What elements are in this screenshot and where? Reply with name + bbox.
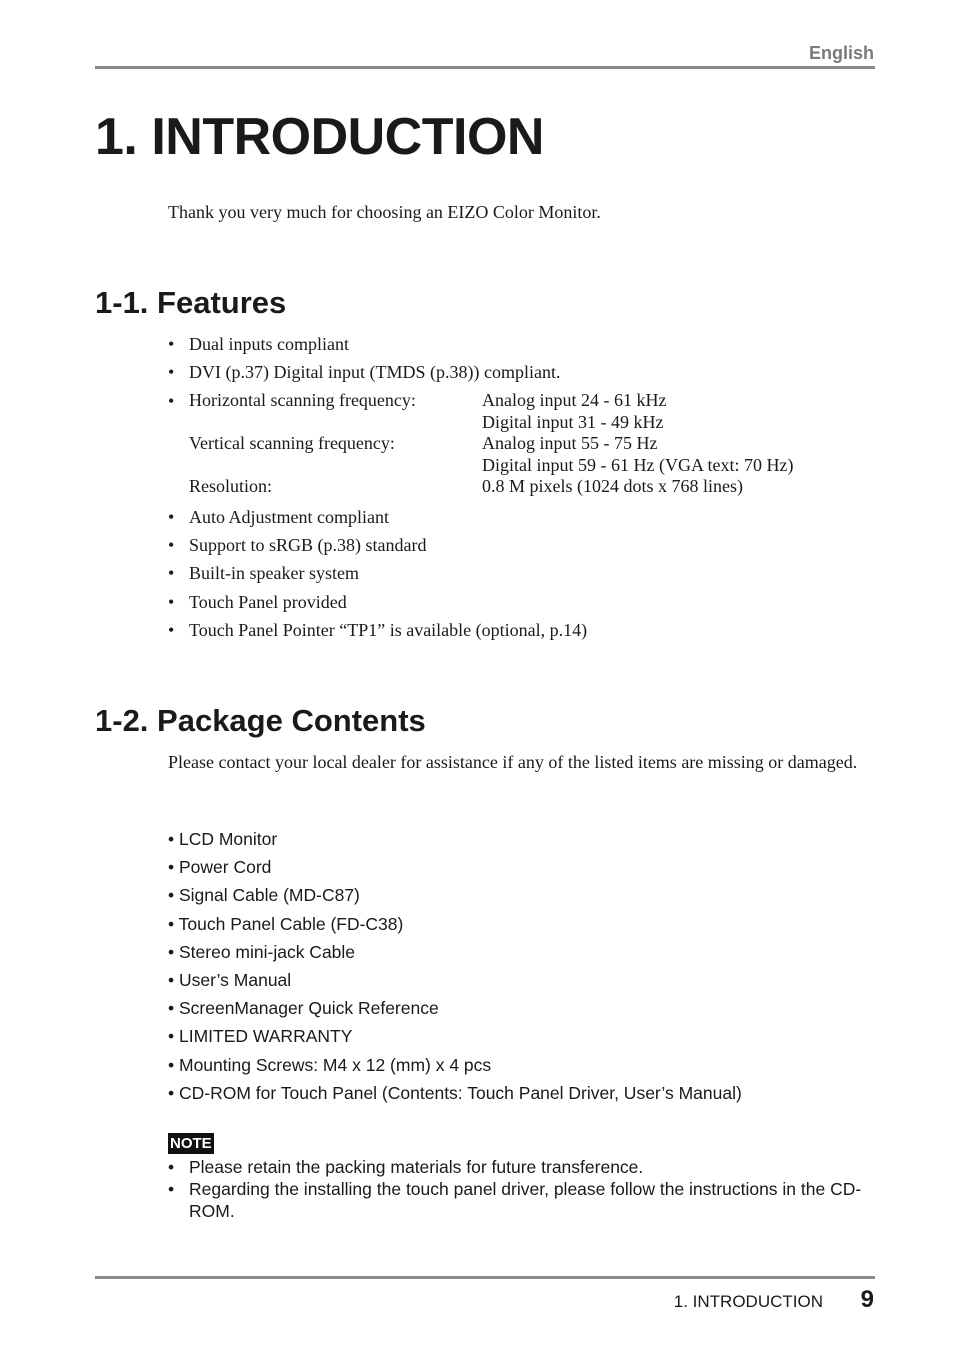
list-item: • Touch Panel Pointer “TP1” is available (optional, p.14) <box>168 619 588 640</box>
note-list <box>168 1156 868 1222</box>
header-rule <box>95 66 875 69</box>
list-item: • DVI (p.37) Digital input (TMDS (p.38)) compliant. <box>168 362 561 383</box>
spec-row <box>189 455 793 477</box>
spec-label: Horizontal scanning frequency: <box>189 390 416 410</box>
note-badge: NOTE <box>170 1135 212 1152</box>
spec-value: Analog input 55 - 75 Hz <box>482 433 658 454</box>
list-item: • CD-ROM for Touch Panel (Contents: Touch Panel Driver, User’s Manual) <box>168 1082 742 1103</box>
spec-value: Digital input 31 - 49 kHz <box>482 411 664 432</box>
intro-text: Thank you very much for choosing an EIZO Color Monitor. <box>168 202 601 222</box>
list-item: • Support to sRGB (p.38) standard <box>168 535 427 556</box>
package-list <box>168 828 742 1110</box>
package-heading: 1-2. Package Contents <box>95 703 426 738</box>
spec-label <box>189 412 482 434</box>
footer-rule <box>95 1276 875 1279</box>
features-list-bottom <box>168 506 868 647</box>
list-item: • User’s Manual <box>168 969 292 990</box>
spec-row <box>189 433 793 455</box>
specs-table <box>189 390 793 498</box>
spec-label: Vertical scanning frequency: <box>189 433 395 454</box>
spec-label <box>189 455 482 477</box>
list-item: • Please retain the packing materials for future transference. <box>168 1157 644 1177</box>
package-intro: Please contact your local dealer for assistance if any of the listed items are missing or damaged. <box>168 752 858 772</box>
spec-row <box>189 412 793 434</box>
spec-value: Digital input 59 - 61 Hz (VGA text: 70 Hz) <box>482 454 794 475</box>
spec-value: Analog input 24 - 61 kHz <box>482 390 667 410</box>
list-item: • LIMITED WARRANTY <box>168 1026 353 1047</box>
language-label: English <box>808 43 874 63</box>
list-item: • Signal Cable (MD-C87) <box>168 885 360 906</box>
list-item: • ScreenManager Quick Reference <box>168 998 439 1019</box>
list-item: • LCD Monitor <box>168 829 278 849</box>
list-item: • Auto Adjustment compliant <box>168 507 389 527</box>
spec-value: 0.8 M pixels (1024 dots x 768 lines) <box>482 476 743 497</box>
list-item: • Built-in speaker system <box>168 563 359 584</box>
list-item: • Stereo mini-jack Cable <box>168 941 356 962</box>
list-item: • <box>168 390 175 411</box>
list-item: • Regarding the installing the touch panel driver, please follow the instructions in the CD-ROM. <box>168 1179 862 1221</box>
list-item: • Mounting Screws: M4 x 12 (mm) x 4 pcs <box>168 1054 492 1075</box>
spec-row <box>189 476 793 498</box>
footer-section: 1. INTRODUCTION <box>673 1292 823 1311</box>
list-item: • Power Cord <box>168 857 272 878</box>
list-item: • Touch Panel Cable (FD-C38) <box>168 913 404 934</box>
list-item: • Dual inputs compliant <box>168 334 349 354</box>
list-item: • Touch Panel provided <box>168 591 347 612</box>
page-title: 1. INTRODUCTION <box>95 108 544 166</box>
spec-row <box>189 390 793 412</box>
spec-label: Resolution: <box>189 476 273 497</box>
features-heading: 1-1. Features <box>95 285 287 320</box>
page-number: 9 <box>860 1286 874 1313</box>
